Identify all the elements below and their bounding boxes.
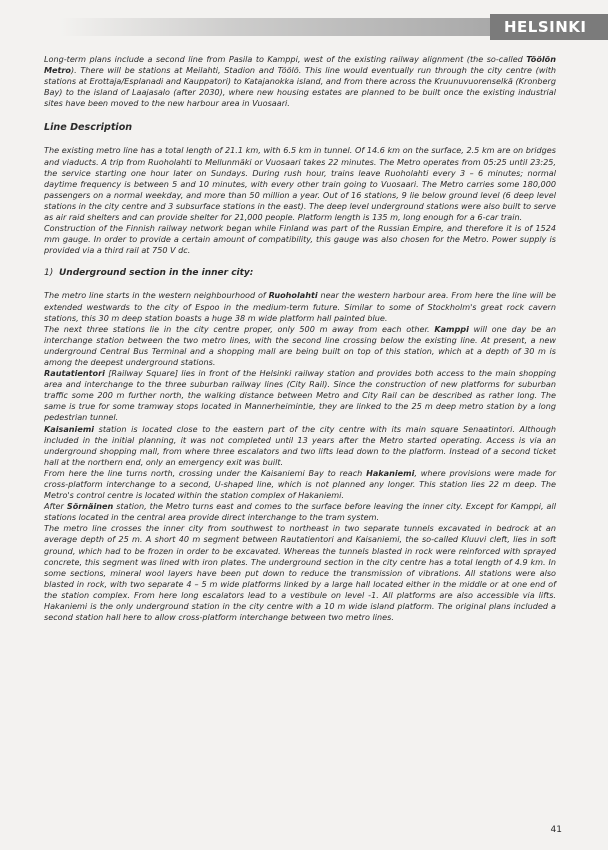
line-description-paragraph-2: Construction of the Finnish railway network began while Finland was part of the Russian Empire, and therefore it is of 1524 mm gauge. In order to provide a certain amount of compatibility, this gauge was also chosen for the Metro. Power supply is provided via a third rail at 750 V dc. — [44, 223, 556, 256]
sornainen-paragraph — [44, 501, 556, 523]
text: The metro line starts in the western neighbourhood of — [44, 290, 269, 301]
intro-text-2: ). There will be stations at Meilahti, Stadion and Töölö. This line would eventually run through the city centre (with stations at Erottaja/Esplanadi and Kauppatori) to Katajanokka island, and from there across the Kruunuvuorenselkä (Kronberg Bay) to the island of Laajasalo (after 2030), where new housing estates are planned to be built once the existing industrial sites have been moved to the new harbour area in Vuosaari. — [44, 65, 556, 109]
section-heading-line-description: Line Description — [44, 122, 133, 134]
hakaniemi-paragraph — [44, 468, 556, 501]
intro-text-1: Long-term plans include a second line from Pasila to Kamppi, west of the existing railway alignment (the so-called — [44, 54, 527, 64]
text: From here the line turns north, crossing under the Kaisaniemi Bay to reach — [44, 467, 367, 478]
station-name-hakaniemi: Hakaniemi — [366, 467, 415, 478]
text: The next three stations lie in the city centre proper, only 500 m away from each other. — [44, 323, 435, 334]
station-name-kamppi: Kamppi — [434, 323, 469, 334]
text: station is located close to the eastern part of the city centre with its main square Senaatintori. Although included in the initial planning, it was not completed until 13 years after the Metro started operating. Access is via an underground shopping mall, from where three escalators and two lifts lead down to the platform. Instead of a second ticket hall at the northern end, only an emergency exit was built. — [44, 423, 556, 467]
subsection-title: Underground section in the inner city: — [58, 268, 254, 279]
page-header — [0, 14, 608, 40]
ruoholahti-paragraph — [44, 290, 556, 323]
subsection-heading-underground — [44, 267, 556, 279]
page-number: 41 — [550, 825, 562, 835]
text: will one day be an interchange station between the two metro lines, with the second line crossing below the existing line. At present, a new underground Central Bus Terminal and a shopping mall are being built on top of this station, which at a depth of 30 m is among the deepest underground stations. — [44, 323, 556, 367]
intro-paragraph — [44, 54, 556, 109]
header-title: HELSINKI — [490, 14, 608, 40]
header-gradient-bar — [60, 18, 490, 36]
station-name-kaisaniemi: Kaisaniemi — [44, 423, 95, 434]
article-body — [44, 54, 556, 623]
text: , where provisions were made for cross-platform interchange to a second, U-shaped line, which is not planned any longer. This station lies 22 m deep. The Metro's control centre is located within the station complex of Hakaniemi. — [44, 467, 556, 501]
station-name-sornainen: Sörnäinen — [66, 501, 114, 512]
intro-bold-toolon-metro: Töölön Metro — [44, 54, 556, 76]
station-name-rautatientori: Rautatientori — [44, 368, 105, 379]
subsection-number: 1) — [44, 268, 54, 279]
station-name-ruoholahti: Ruoholahti — [268, 290, 318, 301]
text: [Railway Square] lies in front of the Helsinki railway station and provides both access to the main shopping area and interchange to the three suburban railway lines (City Rail). Since the construction of new platforms for suburban traffic some 200 m further north, the walking distance between Metro and City Rail can be described as rather long. The same is true for some tramway stops located in Mannerheimintie, they are linked to the 25 m deep metro station by a long pedestrian tunnel. — [44, 368, 556, 423]
kaisaniemi-paragraph — [44, 424, 556, 468]
line-description-paragraph-1: The existing metro line has a total length of 21.1 km, with 6.5 km in tunnel. Of 14.6 km on the surface, 2.5 km are on bridges and viaducts. A trip from Ruoholahti to Mellunmäki or Vuosaari takes 22 minutes. The Metro operates from 05:25 until 23:25, the service starting one hour later on Sundays. During rush hour, trains leave Ruoholahti every 3 – 6 minutes; normal daytime frequency is between 5 and 10 minutes, with every other train going to Vuosaari. The Metro carries some 180,000 passengers on a normal weekday, and more than 50 million a year. Out of 16 stations, 9 lie below ground level (6 deep level stations in the city centre and 3 subsurface stations in the east). The deep level underground stations were also built to serve as air raid shelters and can provide shelter for 21,000 people. Platform length is 135 m, long enough for a 6-car train. — [44, 145, 556, 223]
text: station, the Metro turns east and comes to the surface before leaving the inner city. Except for Kamppi, all stations located in the central area provide direct interchange to the tram system. — [44, 501, 556, 523]
text: After — [44, 501, 67, 512]
text: near the western harbour area. From here the line will be extended westwards to the city of Espoo in the medium-term future. Similar to some of Stockholm's great rock cavern stations, this 30 m deep station boasts a huge 38 m wide platform hall painted blue. — [44, 290, 557, 323]
rautatientori-paragraph — [44, 368, 556, 423]
kamppi-paragraph — [44, 324, 556, 368]
tunnel-construction-paragraph: The metro line crosses the inner city from southwest to northeast in two separate tunnels excavated in bedrock at an average depth of 25 m. A short 40 m segment between Rautatientori and Kaisaniemi, the so-called Kluuvi cleft, lies in soft ground, which had to be frozen in order to be excavated. Whereas the tunnels blasted in rock were reinforced with sprayed concrete, this segment was lined with iron plates. The underground section in the city centre has a total length of 4.9 km. In some sections, mineral wool layers have been put down to reduce the transmission of vibrations. All stations were also blasted in rock, with two separate 4 – 5 m wide platforms linked by a large hall located either in the middle or at one end of the station complex. From here long escalators lead to a vestibule on level -1. All platforms are also accessible via lifts. Hakaniemi is the only underground station in the city centre with a 10 m wide island platform. The original plans included a second station hall here to allow cross-platform interchange between two metro lines. — [44, 523, 556, 623]
